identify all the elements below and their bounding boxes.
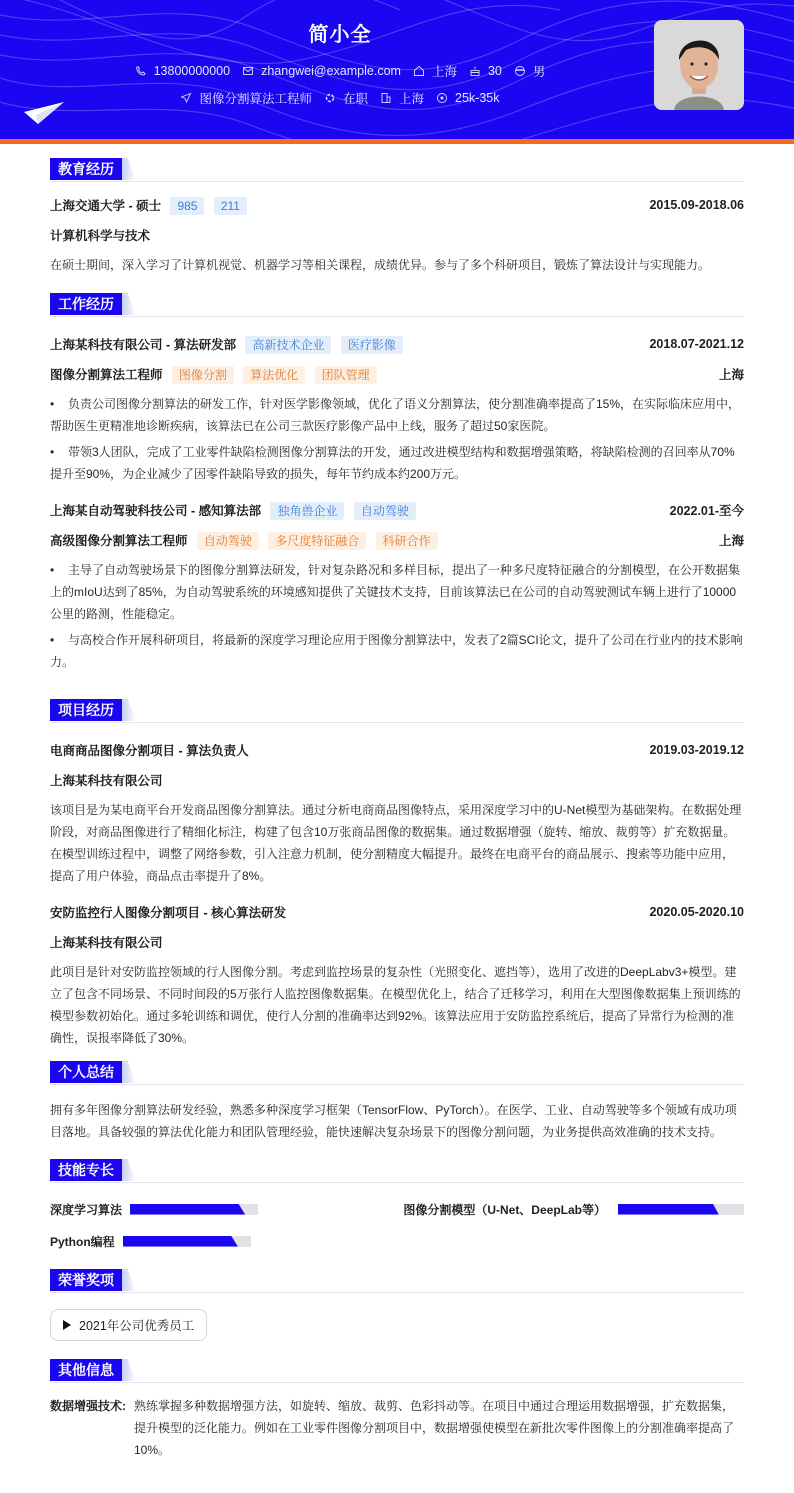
school-tag: 211: [214, 197, 247, 215]
title-decoration: [122, 1159, 136, 1181]
company-tag: 独角兽企业: [270, 502, 344, 520]
resume-header: [0, 0, 794, 139]
section-title-skills: 技能专长: [50, 1159, 744, 1183]
position-tag: 科研合作: [376, 532, 438, 550]
project-name: 安防监控行人图像分割项目 - 核心算法研发: [50, 906, 287, 920]
gender-icon: [514, 65, 526, 77]
section-title-summary: 个人总结: [50, 1061, 744, 1085]
target-city-item: 上海: [380, 89, 424, 107]
skill-item: [50, 1225, 397, 1257]
section-title-awards: 荣誉奖项: [50, 1269, 744, 1293]
other-info-value: 熟练掌握多种数据增强方法，如旋转、缩放、裁剪、色彩抖动等。在项目中通过合理运用数据增强，扩充数据集，提升模型的泛化能力。例如在工业零件图像分割项目中，数据增强使模型在新批次零件图像上的分割准确率提高了10%。: [134, 1399, 735, 1457]
title-decoration: [122, 158, 136, 180]
project-company-row: [50, 765, 744, 795]
project-entry: [50, 897, 744, 1049]
project-company: 上海某科技有限公司: [50, 774, 163, 788]
target-position-item: 图像分割算法工程师: [180, 89, 312, 107]
skill-progress-bar: [130, 1204, 258, 1215]
title-decoration: [122, 699, 136, 721]
skill-item: [397, 1193, 744, 1225]
skill-name: 图像分割模型（U-Net、DeepLab等）: [403, 1202, 606, 1217]
position-tag: 图像分割: [172, 366, 234, 384]
header-accent-stripe: [0, 139, 794, 144]
award-item: 2021年公司优秀员工: [50, 1309, 207, 1341]
skill-progress-fill: [130, 1204, 245, 1215]
section-title-projects: 项目经历: [50, 699, 744, 723]
education-header-row: [50, 190, 744, 220]
avatar: [654, 20, 744, 110]
project-date: 2019.03-2019.12: [649, 743, 744, 757]
mail-icon: [242, 65, 254, 77]
job-position-row: [50, 525, 744, 555]
project-description: 此项目是针对安防监控领域的行人图像分割。考虑到监控场景的复杂性（光照变化、遮挡等），选用了改进的DeepLabv3+模型。建立了包含不同场景、不同时间段的5万张行人监控图像数据集。在模型优化上，结合了迁移学习，利用在大型图像数据集上预训练的模型参数初始化。通过多轮训练和调优，使行人分割的准确率达到92%。该算法应用于安防监控系统后，提高了异常行为检测的准确性，误报率降低了30%。: [50, 965, 741, 1045]
paper-plane-icon: [24, 100, 64, 126]
skill-name: Python编程: [50, 1234, 115, 1249]
portrait-photo: [654, 20, 744, 110]
company-name: 上海某科技有限公司 - 算法研发部: [50, 337, 237, 352]
job-entry: [50, 495, 744, 673]
school-name: 上海交通大学 - 硕士: [50, 198, 162, 213]
job-company-row: [50, 329, 744, 359]
project-header-row: [50, 897, 744, 927]
building-icon: [380, 92, 392, 104]
job-location: 上海: [718, 534, 744, 548]
email-item: zhangwei@example.com: [242, 64, 401, 78]
job-bullet: • 与高校合作开展科研项目，将最新的深度学习理论应用于图像分割算法中，发表了2篇SCI论文，提升了公司在行业内的技术影响力。: [50, 633, 743, 669]
position-tag: 算法优化: [243, 366, 305, 384]
title-decoration: [122, 1061, 136, 1083]
skills-list: [50, 1193, 744, 1257]
skill-item: [50, 1193, 397, 1225]
job-bullet: • 带领3人团队，完成了工业零件缺陷检测图像分割算法的开发，通过改进模型结构和数据增强策略，将缺陷检测的召回率从70%提升至90%，为企业减少了因零件缺陷导致的损失，每年节约成本约200万元。: [50, 445, 735, 481]
send-icon: [180, 92, 192, 104]
project-date: 2020.05-2020.10: [649, 905, 744, 919]
job-bullet: • 负责公司图像分割算法的研发工作，针对医学影像领域，优化了语义分割算法，使分割准确率提高了15%，在实际临床应用中，帮助医生更精准地诊断疾病，该算法已在公司三款医疗影像产品中上线，服务了超过50家医院。: [50, 397, 741, 433]
skill-progress-fill: [123, 1236, 238, 1247]
cake-icon: [469, 65, 481, 77]
phone-icon: [135, 65, 147, 77]
summary-text: 拥有多年图像分割算法研发经验，熟悉多种深度学习框架（TensorFlow、PyTorch）。在医学、工业、自动驾驶等多个领域有成功项目落地。具备较强的算法优化能力和团队管理经验，能快速解决复杂场景下的图像分割问题，为业务提供高效准确的技术支持。: [50, 1103, 737, 1139]
skill-name: 深度学习算法: [50, 1202, 123, 1217]
job-position-row: [50, 359, 744, 389]
status-icon: [324, 92, 336, 104]
job-location: 上海: [718, 368, 744, 382]
job-date: 2018.07-2021.12: [649, 337, 744, 351]
major-row: [50, 220, 744, 250]
triangle-bullet-icon: [63, 1320, 71, 1330]
job-entry: [50, 329, 744, 485]
job-bullet: • 主导了自动驾驶场景下的图像分割算法研发，针对复杂路况和多样目标，提出了一种多尺度特征融合的分割模型，在公开数据集上的mIoU达到了85%，为自动驾驶系统的环境感知提供了关键技术支持，目前该算法已在公司的自动驾驶测试车辆上进行了10000公里的路测，性能稳定。: [50, 563, 741, 621]
job-date: 2022.01-至今: [669, 504, 744, 518]
project-company-row: [50, 927, 744, 957]
education-description: 在硕士期间，深入学习了计算机视觉、机器学习等相关课程，成绩优异。参与了多个科研项目，锻炼了算法设计与实现能力。: [50, 258, 711, 272]
project-description: 该项目是为某电商平台开发商品图像分割算法。通过分析电商商品图像特点，采用深度学习中的U-Net模型为基础架构。在数据处理阶段，对商品图像进行了精细化标注，构建了包含10万张商品图像的数据集。通过数据增强（旋转、缩放、裁剪等）扩充数据量。在模型训练过程中，调整了网络参数，引入注意力机制，使分割精度大幅提升。最终在电商平台的商品展示、搜索等功能中应用，提高了用户体验，商品点击率提升了8%。: [50, 803, 742, 883]
section-title-education: 教育经历: [50, 158, 744, 182]
company-tag: 高新技术企业: [245, 336, 331, 354]
company-tag: 医疗影像: [341, 336, 403, 354]
other-info-item: [50, 1395, 744, 1461]
position-tag: 多尺度特征融合: [268, 532, 366, 550]
resume-body: [0, 158, 794, 1461]
position-title: 图像分割算法工程师: [50, 367, 163, 382]
education-date: 2015.09-2018.06: [649, 198, 744, 212]
contact-info-row: [0, 62, 680, 80]
job-company-row: [50, 495, 744, 525]
candidate-name: 简小全: [308, 24, 372, 46]
company-name: 上海某自动驾驶科技公司 - 感知算法部: [50, 503, 262, 518]
other-info-key: 数据增强技术:: [50, 1399, 126, 1413]
project-name: 电商商品图像分割项目 - 算法负责人: [50, 744, 249, 758]
age-item: 30: [469, 64, 502, 78]
salary-item: 25k-35k: [436, 91, 499, 105]
gender-item: 男: [514, 62, 546, 80]
major: 计算机科学与技术: [50, 229, 151, 243]
home-icon: [413, 65, 425, 77]
hometown-item: 上海: [413, 62, 457, 80]
position-tag: 团队管理: [315, 366, 377, 384]
project-company: 上海某科技有限公司: [50, 936, 163, 950]
position-title: 高级图像分割算法工程师: [50, 533, 188, 548]
skill-progress-bar: [123, 1236, 251, 1247]
position-tag: 自动驾驶: [197, 532, 259, 550]
project-header-row: [50, 735, 744, 765]
title-decoration: [122, 293, 136, 315]
salary-icon: [436, 92, 448, 104]
title-decoration: [122, 1269, 136, 1291]
job-intent-row: [0, 89, 680, 107]
employment-status-item: 在职: [324, 89, 368, 107]
section-title-work: 工作经历: [50, 293, 744, 317]
skill-progress-bar: [618, 1204, 744, 1215]
title-decoration: [122, 1359, 136, 1381]
school-tag: 985: [170, 197, 204, 215]
project-entry: [50, 735, 744, 887]
skill-progress-fill: [618, 1204, 719, 1215]
phone-item: 13800000000: [135, 64, 230, 78]
section-title-other: 其他信息: [50, 1359, 744, 1383]
company-tag: 自动驾驶: [354, 502, 416, 520]
